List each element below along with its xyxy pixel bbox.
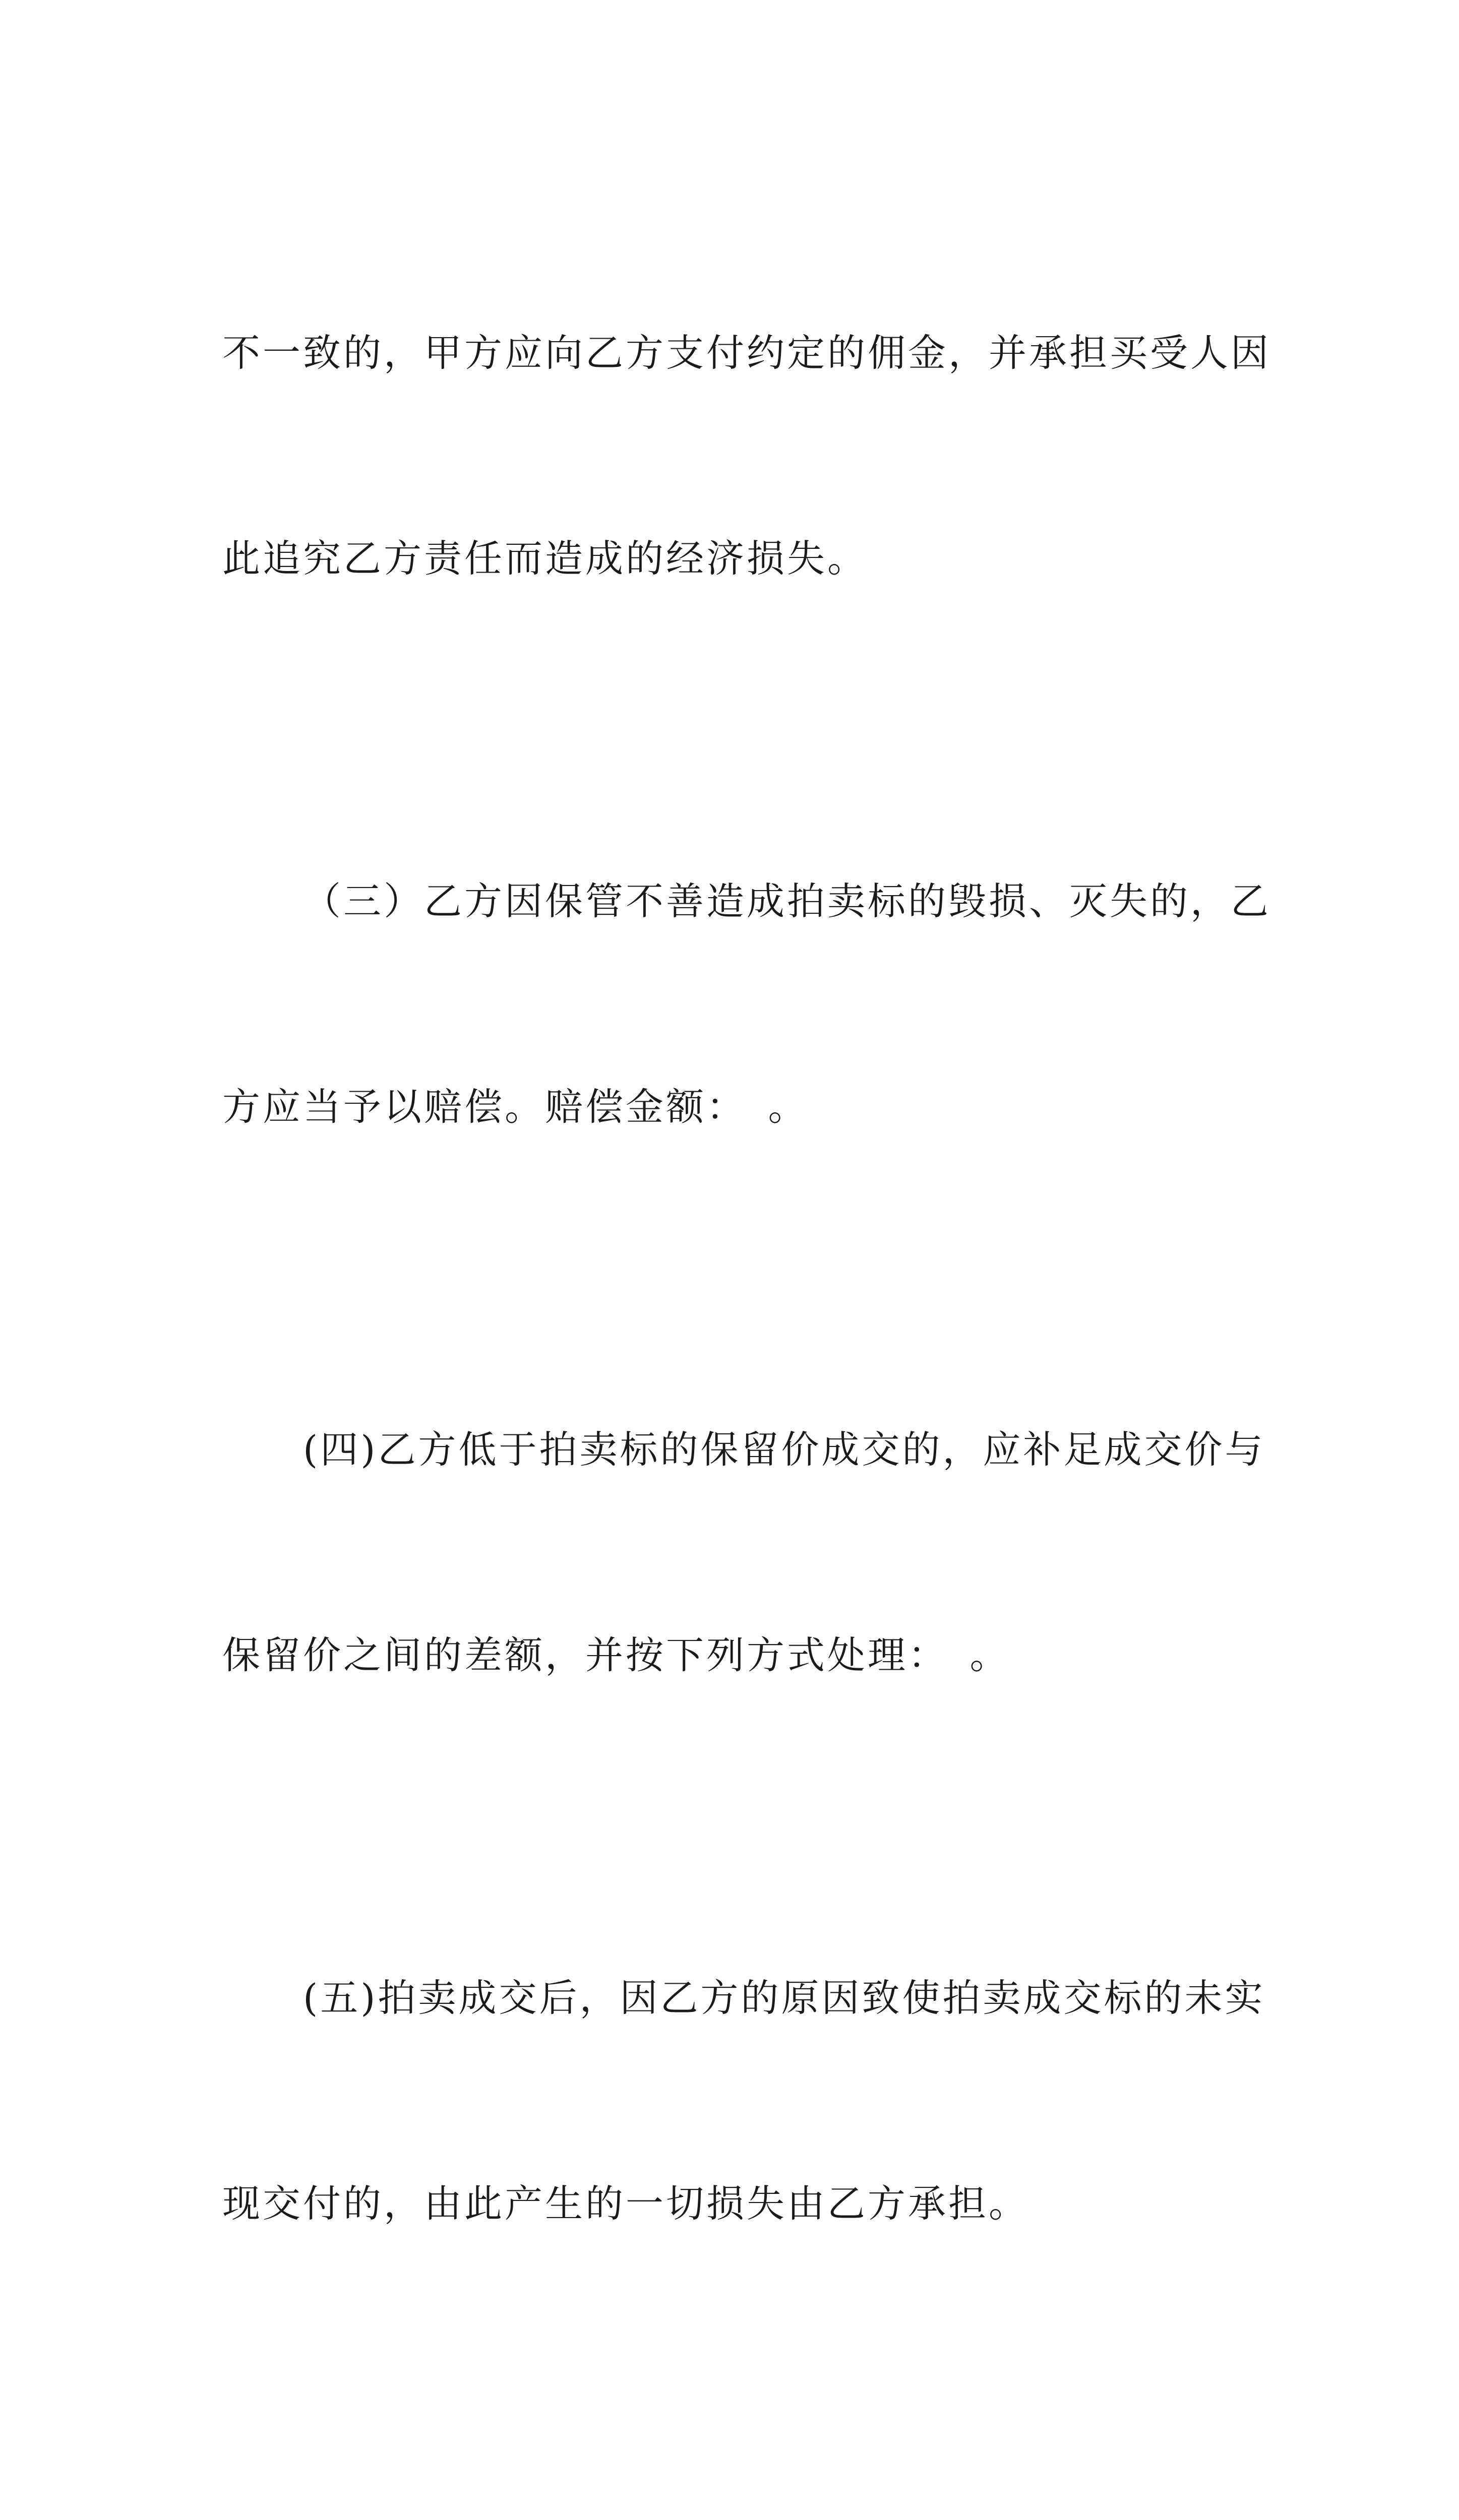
paragraph-clause-6-late-payment	[222, 2375, 1246, 2520]
text-line: （三）乙方因保管不善造成拍卖标的毁损、灭失的，乙	[303, 879, 1271, 923]
paragraph-clause-5-delivery-failure	[222, 1826, 1265, 2375]
paragraph-commission-liability	[222, 181, 1271, 730]
text-line: 保留价之间的差额，并按下列方式处理： 。	[222, 1633, 1010, 1677]
contract-text-body	[222, 181, 1271, 2520]
text-line: 现交付的，由此产生的一切损失由乙方承担。	[222, 2181, 1029, 2226]
text-line: 此追究乙方责任而造成的经济损失。	[222, 536, 868, 581]
text-line: (五)拍卖成交后，因乙方的原因致使拍卖成交标的未实	[303, 1976, 1265, 2020]
text-line: 方应当予以赔偿。赔偿金额： 。	[222, 1085, 809, 1129]
text-line: 不一致的，甲方应向乙方支付约定的佣金，并承担买受人因	[222, 331, 1271, 375]
text-line: (四)乙方低于拍卖标的保留价成交的，应补足成交价与	[303, 1427, 1265, 1472]
paragraph-clause-4-reserve-price	[222, 1278, 1265, 1826]
paragraph-clause-3-storage-damage	[222, 730, 1271, 1278]
text-line	[222, 2512, 1246, 2520]
